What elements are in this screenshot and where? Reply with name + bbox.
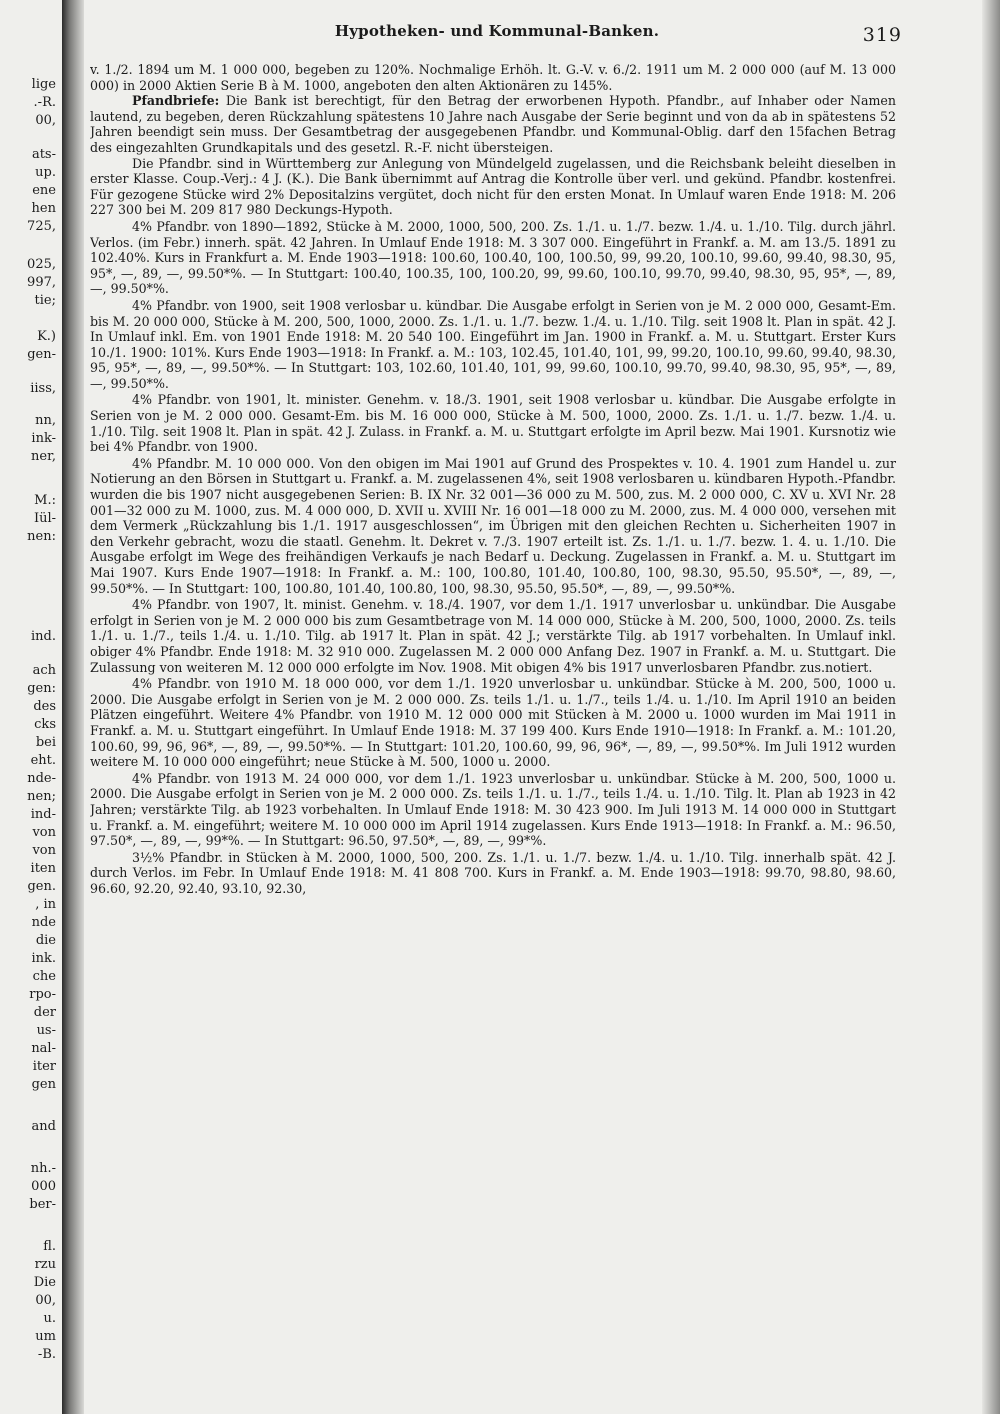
margin-fragment: hen [31,201,56,216]
margin-fragment: Die [33,1275,56,1290]
margin-fragment: ach [32,663,56,678]
running-header [92,22,902,46]
margin-fragment: nal- [31,1041,56,1056]
margin-fragment: ats- [31,147,56,162]
margin-fragment: von [32,843,56,858]
margin-fragment: .-R. [33,95,56,110]
margin-fragment: , in [35,897,56,912]
margin-fragment: iiss, [30,381,56,396]
margin-fragment: 00, [35,1293,56,1308]
margin-fragment: and [31,1119,56,1134]
margin-fragment: eht. [30,753,56,768]
margin-fragment: nn, [35,413,56,428]
page-number: 319 [862,24,902,46]
paragraph: 4% Pfandbr. von 1910 M. 18 000 000, vor dem 1./1. 1920 unverlosbar u. unkündbar. Stücke à M. 200, 500, 1000 u. 2000. Die Ausgabe erfolgt in Serien von je M. 2 000 000. Zs. teils 1./1. u. 1./7., teils 1./4. u. 1./10. Im April 1910 an beiden Plätzen eingeführt. Weitere 4% Pfandbr. von 1910 M. 12 000 000 mit Stücken à M. 2000 u. 1000 wurden im Mai 1911 in Frankf. a. M. u. Stuttgart eingeführt. In Umlauf Ende 1918: M. 37 199 400. Kurs Ende 1910—1918: In Frankf. a. M.: 101.20, 100.60, 99, 96, 96*, —, 89, —, 99.50*%. — In Stuttgart: 101.20, 100.60, 99, 96, 96*, —, 89, —, 99.50*%. Im Juli 1912 wurden weitere M. 10 000 000 eingeführt; neue Stücke à M. 500, 1000 u. 2000. [90,676,896,770]
paragraph: Die Pfandbr. sind in Württemberg zur Anlegung von Mündelgeld zugelassen, und die Reichsbank beleiht dieselben in erster Klasse. Coup.-Verj.: 4 J. (K.). Die Bank übernimmt auf Antrag die Kontrolle über verl. und gekünd. Pfandbr. kostenfrei. Für gezogene Stücke wird 2% Depositalzins vergütet, doch nicht für den ersten Monat. In Umlauf waren Ende 1918: M. 206 227 300 bei M. 209 817 980 Deckungs-Hypoth. [90,155,896,218]
margin-fragment: ind. [31,629,56,644]
margin-fragment: cks [34,717,56,732]
paragraph: v. 1./2. 1894 um M. 1 000 000, begeben zu 120%. Nochmalige Erhöh. lt. G.-V. v. 6./2. 1911 um M. 2 000 000 (auf M. 13 000 000) in 2000 Aktien Serie B à M. 1000, angeboten den alten Aktionären zu 145%. [90,62,896,93]
margin-fragment: 025, [27,257,56,272]
margin-fragment: lige [31,77,56,92]
margin-fragment: us- [36,1023,56,1038]
margin-fragment: gen- [27,347,56,362]
adjacent-page-edge [0,0,60,1414]
margin-fragment: u. [43,1311,56,1326]
margin-fragment: -B. [37,1347,56,1362]
section-heading: Pfandbriefe: [132,93,220,109]
margin-fragment: 725, [27,219,56,234]
margin-fragment: rzu [34,1257,56,1272]
margin-fragment: 997, [27,275,56,290]
margin-fragment: ind- [30,807,56,822]
margin-fragment: Iül- [33,511,56,526]
paragraph: 4% Pfandbr. von 1900, seit 1908 verlosbar u. kündbar. Die Ausgabe erfolgt in Serien von je M. 2 000 000, Gesamt-Em. bis M. 20 000 000, Stücke à M. 200, 500, 1000, 2000. Zs. 1./1. u. 1./7. bezw. 1./4. u. 1./10. Tilg. seit 1908 lt. Plan in spät. 42 J. In Umlauf inkl. Em. von 1901 Ende 1918: M. 20 540 100. Eingeführt im Jan. 1900 in Frankf. a. M. u. Stuttgart. Erster Kurs 10./1. 1900: 101%. Kurs Ende 1903—1918: In Frankf. a. M.: 103, 102.45, 101.40, 101, 99, 99.20, 100.10, 99.60, 99.40, 98.30, 95, 95*, —, 89, —, 99.50*%. — In Stuttgart: 103, 102.60, 101.40, 101, 99, 99.60, 100.10, 99.70, 99.40, 98.30, 95, 95*, —, 89, —, 99.50*%. [90,297,896,391]
margin-fragment: gen. [27,879,56,894]
margin-fragment: gen [31,1077,56,1092]
paragraph: 4% Pfandbr. von 1907, lt. minist. Genehm. v. 18./4. 1907, vor dem 1./1. 1917 unverlosbar u. unkündbar. Die Ausgabe erfolgt in Serien von je M. 2 000 000 bis zum Gesamtbetrage von M. 14 000 000, Stücke à M. 200, 500, 1000, 2000. Zs. teils 1./1. u. 1./7., teils 1./4. u. 1./10. Tilg. ab 1917 lt. Plan in spät. 42 J.; verstärkte Tilg. ab 1917 vorbehalten. In Umlauf inkl. obiger 4% Pfandbr. Ende 1918: M. 32 910 000. Zugelassen M. 2 000 000 Anfang Dez. 1907 in Frankf. a. M. u. Stuttgart. Die Zulassung von weiteren M. 12 000 000 erfolgte im Nov. 1908. Mit obigen 4% bis 1917 unverlosbaren Pfandbr. zus.notiert. [90,597,896,675]
margin-fragment: K.) [37,329,56,344]
paragraph: 4% Pfandbr. von 1890—1892, Stücke à M. 2000, 1000, 500, 200. Zs. 1./1. u. 1./7. bezw. 1./4. u. 1./10. Tilg. durch jährl. Verlos. (im Febr.) innerh. spät. 42 Jahren. In Umlauf Ende 1918: M. 3 307 000. Eingeführt in Frankf. a. M. am 13./5. 1891 zu 102.40%. Kurs in Frankfurt a. M. Ende 1903—1918: 100.60, 100.40, 100, 100.50, 99, 99.20, 100.10, 99.60, 99.40, 98.30, 95, 95*, —, 89, —, 99.50*%. — In Stuttgart: 100.40, 100.35, 100, 100.20, 99, 99.60, 100.10, 99.70, 99.40, 98.30, 95, 95*, —, 89, —, 99.50*%. [90,218,896,297]
margin-fragment: nen: [27,529,56,544]
margin-fragment: nde [31,915,56,930]
margin-fragment: che [32,969,56,984]
margin-fragment: ner, [31,449,56,464]
margin-fragment: iter [32,1059,56,1074]
margin-fragment: M.: [34,493,56,508]
header-title: Hypotheken- und Kommunal-Banken. [334,22,660,40]
margin-fragment: um [35,1329,56,1344]
margin-fragment: bei [35,735,56,750]
margin-fragment: 000 [31,1179,56,1194]
margin-fragment: nde- [27,771,56,786]
margin-fragment: tie; [34,293,56,308]
margin-fragment: die [35,933,56,948]
margin-fragment: von [32,825,56,840]
margin-fragment: ink- [31,431,56,446]
margin-fragment: ink. [31,951,56,966]
margin-fragment: ene [32,183,56,198]
margin-fragment: iten [30,861,56,876]
margin-fragment: ber- [29,1197,56,1212]
margin-fragment: rpo- [29,987,56,1002]
margin-fragment: nen; [27,789,56,804]
margin-fragment: der [33,1005,56,1020]
paragraph: 3½% Pfandbr. in Stücken à M. 2000, 1000, 500, 200. Zs. 1./1. u. 1./7. bezw. 1./4. u. 1./10. Tilg. innerhalb spät. 42 J. durch Verlos. im Febr. In Umlauf Ende 1918: M. 41 808 700. Kurs in Frankf. a. M. Ende 1903—1918: 99.70, 98.80, 98.60, 96.60, 92.20, 92.40, 93.10, 92.30, [90,849,896,896]
margin-fragment: des [33,699,56,714]
text-body [90,62,896,1352]
margin-fragment: 00, [35,113,56,128]
paragraph: 4% Pfandbr. von 1901, lt. minister. Genehm. v. 18./3. 1901, seit 1908 verlosbar u. kündbar. Die Ausgabe erfolgte in Serien von je M. 2 000 000. Gesamt-Em. bis M. 16 000 000, Stücke à M. 500, 1000, 2000. Zs. 1./1. u. 1./7. bezw. 1./4. u. 1./10. Tilg. seit 1908 lt. Plan in spät. 42 J. Zulass. in Frankf. a. M. u. Stuttgart erfolgte im April bezw. Mai 1901. Kursnotiz wie bei 4% Pfandbr. von 1900. [90,392,896,455]
paragraph: 4% Pfandbr. von 1913 M. 24 000 000, vor dem 1./1. 1923 unverlosbar u. unkündbar. Stücke à M. 200, 500, 1000 u. 2000. Die Ausgabe erfolgt in Serien von je M. 2 000 000. Zs. teils 1./1. u. 1./7., teils 1./4. u. 1./10. Tilg. lt. Plan ab 1923 in 42 Jahren; verstärkte Tilg. ab 1923 vorbehalten. In Umlauf Ende 1918: M. 30 423 900. Im Juli 1913 M. 14 000 000 in Stuttgart u. Frankf. a. M. eingeführt; weitere M. 10 000 000 im April 1914 zugelassen. Kurs Ende 1913—1918: In Frankf. a. M.: 96.50, 97.50*, —, 89, —, 99*%. — In Stuttgart: 96.50, 97.50*, —, 89, —, 99*%. [90,770,896,849]
paragraph: Pfandbriefe: Die Bank ist berechtigt, für den Betrag der erworbenen Hypoth. Pfandbr., auf Inhaber oder Namen lautend, zu begeben, deren Rückzahlung spätestens 10 Jahre nach Ausgabe der Serie beginnt und von da ab in spätestens 52 Jahren beendigt sein muss. Der Gesamtbetrag der ausgegebenen Pfandbr. und Kommunal-Oblig. darf den 15fachen Betrag des eingezahlten Grundkapitals und des gesetzl. R.-F. nicht übersteigen. [90,93,896,155]
margin-fragment: gen: [27,681,56,696]
binding-gutter [62,0,84,1414]
margin-fragment: up. [35,165,56,180]
page-edge-shadow [982,0,1000,1414]
margin-fragment: nh.- [30,1161,56,1176]
paragraph: 4% Pfandbr. M. 10 000 000. Von den obigen im Mai 1901 auf Grund des Prospektes v. 10. 4. 1901 zum Handel u. zur Notierung an den Börsen in Stuttgart u. Frankf. a. M. zugelassenen 4%, seit 1908 verlosbaren u. kündbaren Hypoth.-Pfandbr. wurden die bis 1907 nicht ausgegebenen Serien: B. IX Nr. 32 001—36 000 zu M. 500, zus. M. 2 000 000, C. XV u. XVI Nr. 28 001—32 000 zu M. 1000, zus. M. 4 000 000, D. XVII u. XVIII Nr. 16 001—18 000 zu M. 2000, zus. M. 4 000 000, versehen mit dem Vermerk „Rückzahlung bis 1./1. 1917 ausgeschlossen“, im Übrigen mit den gleichen Rechten u. Sicherheiten 1907 in den Verkehr gebracht, wozu die staatl. Genehm. lt. Dekret v. 7./3. 1907 erteilt ist. Zs. 1./1. u. 1./7. bezw. 1. 4. u. 1./10. Die Ausgabe erfolgt im Wege des freihändigen Verkaufs je nach Bedarf u. Deckung. Zugelassen in Frankf. a. M. u. Stuttgart im Mai 1907. Kurs Ende 1907—1918: In Frankf. a. M.: 100, 100.80, 101.40, 100.80, 100, 98.30, 95.50, 95.50*, —, 89, —, 99.50*%. — In Stuttgart: 100, 100.80, 101.40, 100.80, 100, 98.30, 95.50, 95.50*, —, 89, —, 99.50*%. [90,455,896,596]
margin-fragment: fl. [43,1239,56,1254]
